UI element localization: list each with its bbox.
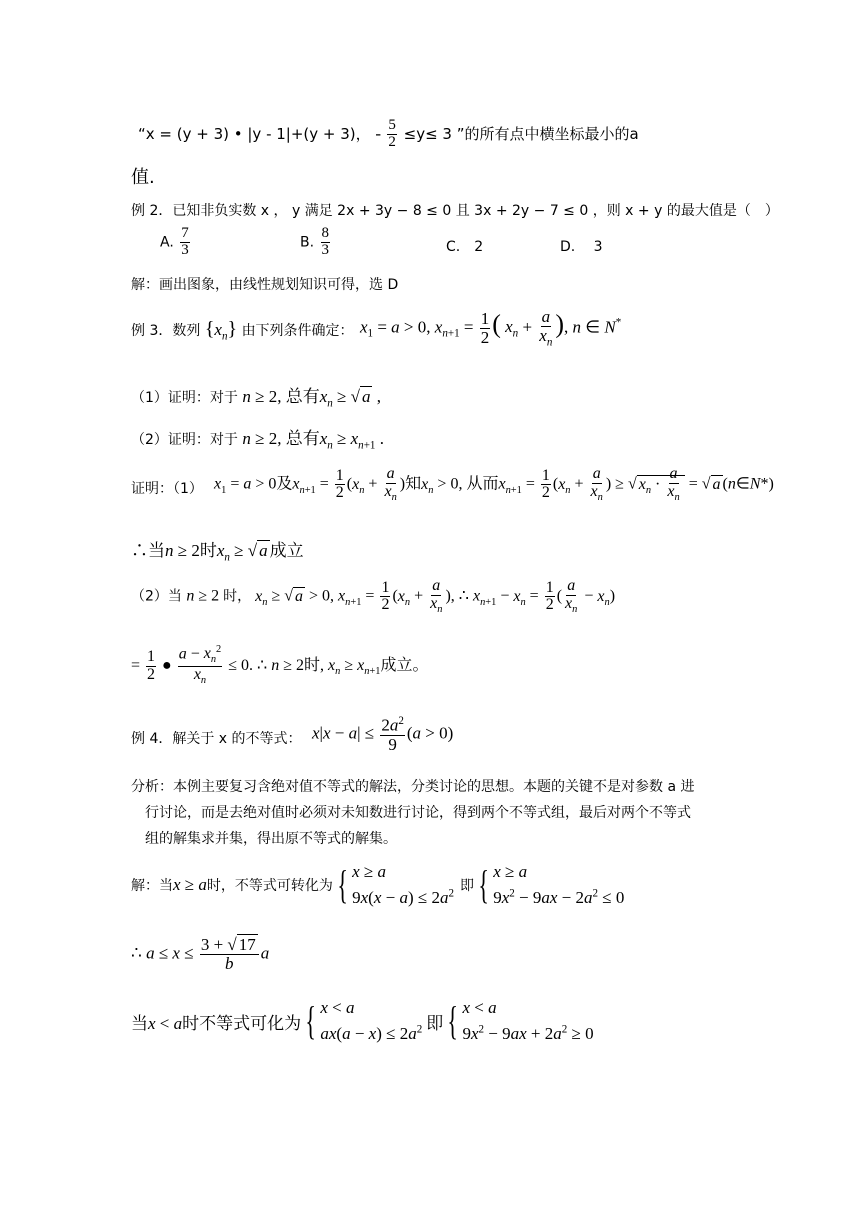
ex2-option-a: A. $\frac{7}{3}$: [160, 225, 189, 258]
intro-line-1: “x = (y + 3) • |y - 1|+(y + 3)， - $\frac{5}{2}$ ≤y≤ 3 ”的所有点中横坐标最小的a: [138, 117, 639, 150]
intro-line-2: 值.: [131, 167, 155, 188]
ex2-option-c: C. 2: [446, 239, 484, 255]
ex2-stem: 例 2．已知非负实数 x ， y 满足 2x + 3y − 8 ≤ 0 且 3x + 2y − 7 ≤ 0 ，则 x + y 的最大值是（ ）: [131, 203, 779, 219]
ex4-analysis-1: 分析：本例主要复习含绝对值不等式的解法，分类讨论的思想。本题的关键不是对参数 a 进: [131, 779, 695, 795]
ex4-expression: x|x − a| ≤ $\frac{2a^2}{9}$ (a > 0): [312, 715, 454, 754]
intro-line-1-pre: “x = (y + 3) • |y - 1|+(y + 3)，: [138, 124, 371, 143]
ex4-solution-case2: 当x < a时不等式可化为 { x < a $ax(a - x) \le 2a^2$ 即 { x < a $9x^2 - 9ax + 2a^2 \ge 0$: [131, 997, 594, 1043]
ex4-solution-case1-conclusion: ∴ a ≤ x ≤ $\frac{3 + √ 17}{b}$ a: [131, 935, 270, 973]
ex4-analysis-3: 组的解集求并集，得出原不等式的解集。: [145, 831, 397, 847]
ex4-stem: 例 4．解关于 x 的不等式：: [131, 731, 302, 747]
ex2-solution: 解：画出图象，由线性规划知识可得，选 D: [131, 277, 399, 293]
ex3-proof1: $x_1 = a > 0$及$x_{n+1}$ = $\frac{1}{2}$ ($x_n$ + $\frac{a}{x_n}$ )知$x_n > 0$, 从而$x_{n+1}$ = $\frac{1}{2}$ ($x_n$ + $\frac{a}{x_n}$ ) ≥ √ $x_n$ · $\frac{a}{x_n}$ = √ a (n∈N*): [214, 465, 774, 503]
ex3-proof1-conclusion: ∴当n ≥ 2时$x_n$ ≥ √ a 成立: [131, 541, 304, 564]
ex4-solution-case1: 解：当 x ≥ a 时，不等式可转化为 { x ≥ a $9x(x - a) \le 2a^2$ 即 { x ≥ a $9x^2 - 9ax - 2a^2 \le 0$: [131, 861, 625, 907]
ex3-proof2-line2: = $\frac{1}{2}$ ● $\frac{a - x_n^2}{x_n}$ ≤ 0. ∴ n ≥ 2时, $x_n \ge x_{n+1}$成立。: [131, 644, 429, 687]
ex3-stem: 例 3．数列 $\{x_n\}$ 由下列条件确定：: [131, 318, 354, 343]
ex2-option-d: D. 3: [560, 239, 603, 255]
ex3-proof2-line1: （2）当 n ≥ 2 时， $x_n$ ≥ √ a > 0, $x_{n+1}$ = $\frac{1}{2}$ ($x_n$ + $\frac{a}{x_n}$ ), ∴ $x_{n+1} - x_n$ = $\frac{1}{2}$ ( $\frac{a}{x_n}$ − $x_n$): [131, 577, 616, 615]
ex3-part2: （2）证明：对于 n ≥ 2, 总有$x_n \ge x_{n+1}$ .: [131, 429, 384, 452]
ex3-part1: （1）证明：对于 n ≥ 2, 总有$x_n$ ≥ √ a ,: [131, 387, 381, 410]
ex2-option-b: B. $\frac{8}{3}$: [300, 225, 330, 258]
ex3-condition: $x_1 = a > 0$, $x_{n+1}$ = $\frac{1}{2}$ ( $x_n$ + $\frac{a}{x_n}$ ), n ∈ N*: [360, 307, 622, 349]
ex4-analysis-2: 行讨论，而是去绝对值时必须对未知数进行讨论，得到两个不等式组，最后对两个不等式: [145, 805, 691, 821]
intro-fraction: $\frac{5}{2}$: [388, 117, 396, 150]
intro-line-1-post: ≤y≤ 3 ”的所有点中横坐标最小的a: [403, 124, 639, 143]
ex3-proof-label: 证明：（1）: [131, 481, 203, 497]
